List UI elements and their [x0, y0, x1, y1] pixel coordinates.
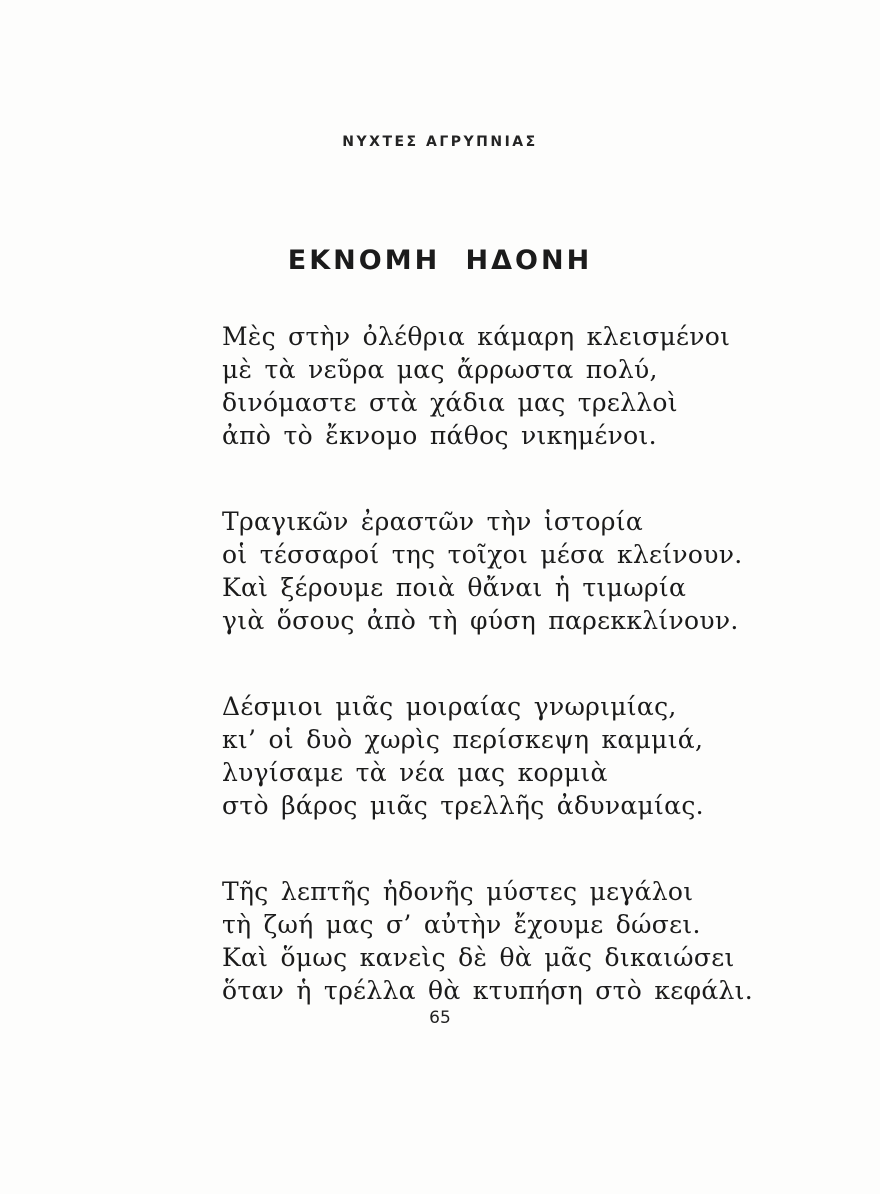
stanza-3 — [222, 690, 753, 822]
page-number: 65 — [429, 1008, 451, 1028]
poem-line: Μὲς στὴν ὀλέθρια κάμαρη κλεισμένοι — [222, 322, 731, 351]
stanza-2 — [222, 505, 753, 637]
poem-line: γιὰ ὅσους ἀπὸ τὴ φύση παρεκκλίνουν. — [222, 606, 739, 635]
running-header: ΝΥΧΤΕΣ ΑΓΡΥΠΝΙΑΣ — [342, 134, 538, 150]
poem-line: Δέσμιοι μιᾶς μοιραίας γνωριμίας, — [222, 692, 677, 721]
poem-line: Τραγικῶν ἐραστῶν τὴν ἱστορία — [222, 507, 644, 536]
poem-line: μὲ τὰ νεῦρα μας ἄρρωστα πολύ, — [222, 355, 658, 384]
poem-line: οἱ τέσσαροί της τοῖχοι μέσα κλείνουν. — [222, 540, 743, 569]
stanza-4 — [222, 875, 753, 1007]
poem-line: δινόμαστε στὰ χάδια μας τρελλοὶ — [222, 388, 678, 417]
poem-line: ὅταν ἡ τρέλλα θὰ κτυπήση στὸ κεφάλι. — [222, 976, 754, 1005]
poem-line: Τῆς λεπτῆς ἡδονῆς μύστες μεγάλοι — [222, 877, 694, 906]
poem-title: ΕΚΝΟΜΗ ΗΔΟΝΗ — [287, 245, 593, 276]
stanza-1 — [222, 320, 753, 452]
poem-line: κι’ οἱ δυὸ χωρὶς περίσκεψη καμμιά, — [222, 725, 704, 754]
poem-line: Καὶ ξέρουμε ποιὰ θἄναι ἡ τιμωρία — [222, 573, 687, 602]
poem-body — [222, 320, 753, 1060]
poem-line: ἀπὸ τὸ ἔκνομο πάθος νικημένοι. — [222, 421, 657, 450]
poem-line: λυγίσαμε τὰ νέα μας κορμιὰ — [222, 758, 608, 787]
poem-line: Καὶ ὅμως κανεὶς δὲ θὰ μᾶς δικαιώσει — [222, 943, 735, 972]
poem-line: στὸ βάρος μιᾶς τρελλῆς ἀδυναμίας. — [222, 791, 704, 820]
poem-line: τὴ ζωή μας σ’ αὐτὴν ἔχουμε δώσει. — [222, 910, 701, 939]
